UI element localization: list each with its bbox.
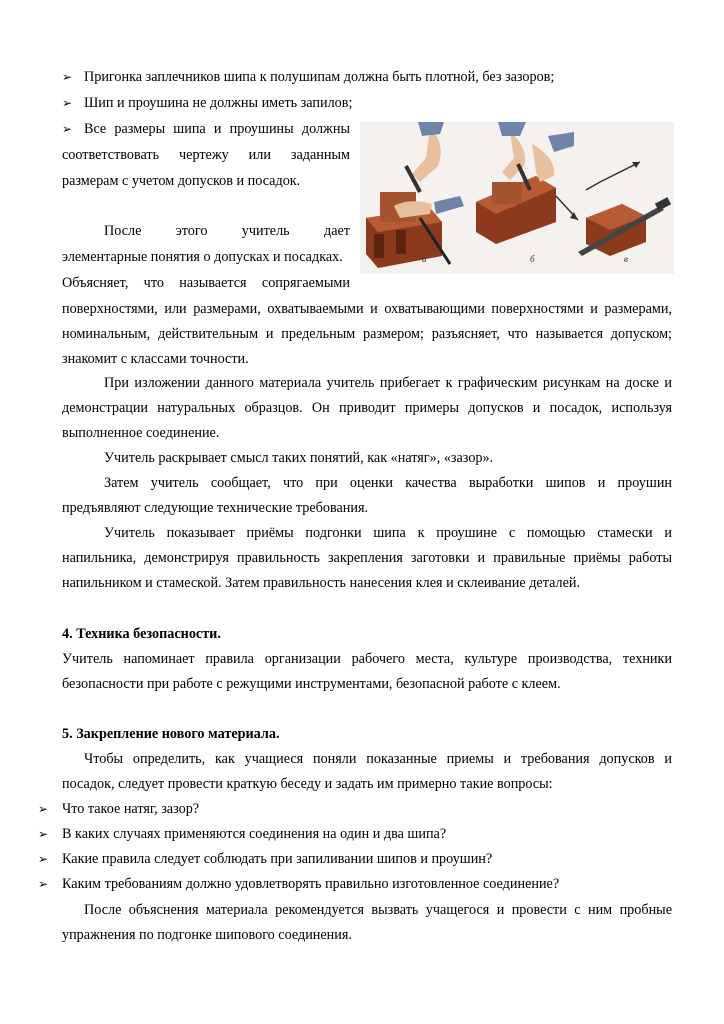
section-heading-4: 4. Техника безопасности. <box>62 626 221 642</box>
bullet-glyph: ➢ <box>62 96 73 110</box>
bullet-glyph: ➢ <box>62 70 73 84</box>
bullet-glyph: ➢ <box>38 802 49 816</box>
bullet-item-3-line-3: размерам с учетом допусков и посадок. <box>62 173 301 189</box>
para1-line-2: элементарные понятия о допусках и посадках. <box>62 249 343 265</box>
para4-line-2: предъявляют следующие технические требования. <box>62 500 369 516</box>
figure-label-a: а <box>422 254 427 264</box>
para6-line-1: Учитель напоминает правила организации рабочего места, культуре производства, техники <box>62 651 672 667</box>
bullet-glyph: ➢ <box>38 877 49 891</box>
para8-line-1: После объяснения материала рекомендуется вызвать учащегося и провести с ним пробные <box>84 902 672 918</box>
para1-line-1: После этого учитель дает <box>104 223 350 239</box>
para3: Учитель раскрывает смысл таких понятий, как «натяг», «зазор». <box>104 450 494 466</box>
para1-line-5: номинальным, действительным и предельным размером; разъясняет, что называется допуском; <box>62 326 672 342</box>
para7-line-1: Чтобы определить, как учащиеся поняли показанные приемы и требования допусков и <box>84 751 672 767</box>
joinery-illustration <box>360 122 674 274</box>
question-1: Что такое натяг, зазор? <box>62 801 200 817</box>
bullet-item-1: Пригонка заплечников шипа к полушипам должна быть плотной, без зазоров; <box>84 69 555 85</box>
figure-label-c: в <box>624 254 628 264</box>
para1-line-3: Объясняет, что называется сопрягаемыми <box>62 275 350 291</box>
figure-label-b: б <box>530 254 535 264</box>
para5-line-1: Учитель показывает приёмы подгонки шипа к проушине с помощью стамески и <box>104 525 672 541</box>
para8-line-2: упражнения по подгонке шипового соединения. <box>62 927 352 943</box>
para5-line-3: напильником и стамеской. Затем правильность нанесения клея и склеивание деталей. <box>62 575 581 591</box>
question-4: Каким требованиям должно удовлетворять правильно изготовленное соединение? <box>62 876 560 892</box>
para4-line-1: Затем учитель сообщает, что при оценки качества выработки шипов и проушин <box>104 475 672 491</box>
para7-line-2: посадок, следует провести краткую беседу и задать им примерно такие вопросы: <box>62 776 553 792</box>
para2-line-3: выполненное соединение. <box>62 425 220 441</box>
para2-line-1: При изложении данного материала учитель прибегает к графическим рисункам на доске и <box>104 375 672 391</box>
bullet-glyph: ➢ <box>38 852 49 866</box>
para6-line-2: безопасности при работе с режущими инструментами, безопасной работе с клеем. <box>62 676 561 692</box>
para1-line-4: поверхностями, или размерами, охватываемыми и охватывающими поверхностями и размерами, <box>62 301 672 317</box>
bullet-item-3-line-1: Все размеры шипа и проушины должны <box>84 121 350 137</box>
section-heading-5: 5. Закрепление нового материала. <box>62 726 280 742</box>
bullet-glyph: ➢ <box>62 122 73 136</box>
para1-line-6: знакомит с классами точности. <box>62 351 249 367</box>
bullet-item-2: Шип и проушина не должны иметь запилов; <box>84 95 353 111</box>
para5-line-2: напильника, демонстрируя правильность закрепления заготовки и правильные приёмы работы <box>62 550 672 566</box>
question-3: Какие правила следует соблюдать при запиливании шипов и проушин? <box>62 851 493 867</box>
question-2: В каких случаях применяются соединения на один и два шипа? <box>62 826 447 842</box>
bullet-item-3-line-2: соответствовать чертежу или заданным <box>62 147 350 163</box>
para2-line-2: демонстрации натуральных образцов. Он приводит примеры допусков и посадок, используя <box>62 400 672 416</box>
bullet-glyph: ➢ <box>38 827 49 841</box>
